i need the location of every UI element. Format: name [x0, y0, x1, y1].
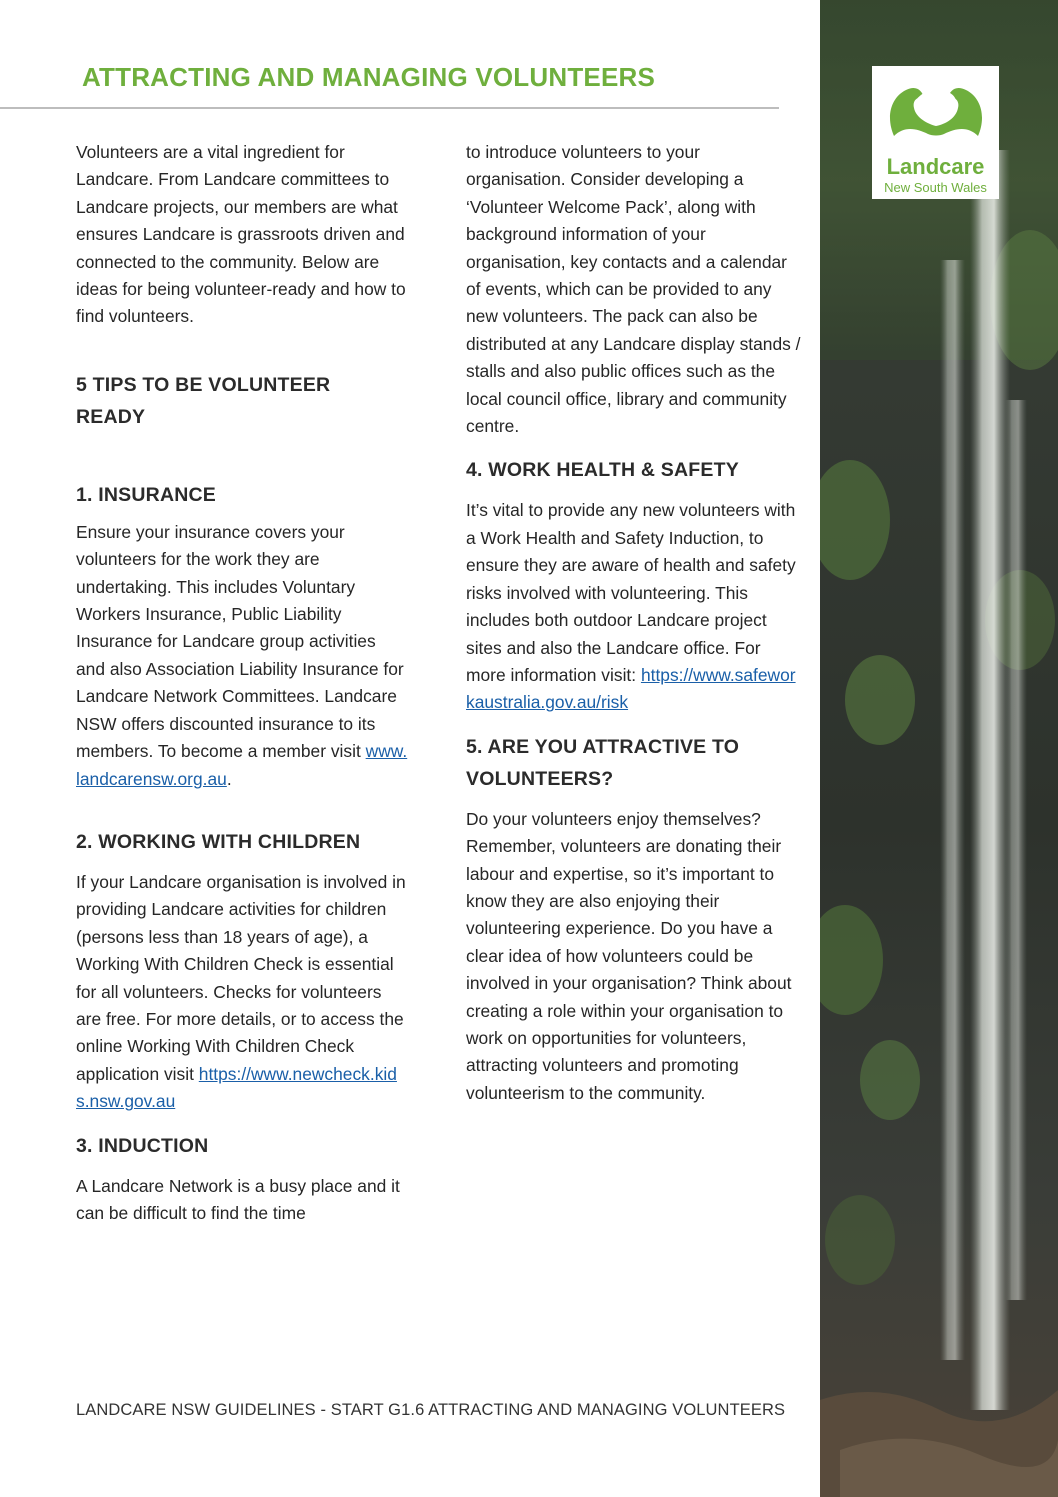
right-column — [466, 139, 802, 1107]
induction-heading: 3. INDUCTION — [76, 1134, 209, 1157]
whs-paragraph — [466, 497, 802, 716]
insurance-heading: 1. INSURANCE — [76, 483, 217, 506]
safework-link[interactable]: https://www.safeworkaustralia.gov.au/risk — [466, 664, 796, 713]
hands-australia-icon — [872, 66, 999, 156]
children-heading: 2. WORKING WITH CHILDREN — [76, 830, 361, 853]
attractive-paragraph: Do your volunteers enjoy themselves? Remember, volunteers are donating their labour and expertise, so it’s important to know they are also enjoying their volunteering experience. Do you have a clear idea of how volunteers could be involved in your organisation? Think about creating a role within your organisation to work on opportunities for volunteers, attracting volunteers and promoting volunteerism to the community. — [466, 808, 792, 1103]
induction-paragraph-start: A Landcare Network is a busy place and it can be difficult to find the time — [76, 1175, 400, 1223]
intro-paragraph: Volunteers are a vital ingredient for Landcare. From Landcare committees to Landcare projects, our members are what ensures Landcare is grassroots driven and connected to the community. Below are ideas for being volunteer-ready and how to find volunteers. — [76, 142, 406, 327]
insurance-period: . — [226, 768, 232, 789]
induction-paragraph-continued: to introduce volunteers to your organisation. Consider developing a ‘Volunteer Welcome Pack’, along with background information of your organisation, key contacts and a calendar of events, which can be provided to any new volunteers. The pack can also be distributed at any Landcare display stands / stalls and also public offices such as the local council office, library and community centre. — [466, 142, 801, 437]
attractive-heading: 5. ARE YOU ATTRACTIVE TO VOLUNTEERS? — [466, 735, 740, 790]
page-footer: LANDCARE NSW GUIDELINES - START G1.6 ATTRACTING AND MANAGING VOLUNTEERS — [76, 1401, 786, 1419]
tips-heading: 5 TIPS TO BE VOLUNTEER READY — [76, 373, 331, 428]
page-title: ATTRACTING AND MANAGING VOLUNTEERS — [82, 62, 655, 92]
logo-subtitle: New South Wales — [884, 180, 987, 195]
children-text: If your Landcare organisation is involved in providing Landcare activities for children (persons less than 18 years of age), a Working With Children Check is essential for all volunteers. Checks for volunteers are free. For more details, or to access the online Working With Children Check application visit — [76, 871, 406, 1084]
insurance-paragraph — [76, 519, 408, 793]
whs-text: It’s vital to provide any new volunteers with a Work Health and Safety Induction, to ensure they are aware of health and safety risks involved with volunteering. This includes both outdoor Landcare project sites and also the Landcare office. For more information visit: — [466, 500, 796, 685]
title-divider — [0, 107, 779, 109]
landcare-logo — [872, 66, 999, 199]
newcheck-link[interactable]: https://www.newcheck.kids.nsw.gov.au — [76, 1063, 397, 1112]
landcare-nsw-link[interactable]: www.landcarensw.org.au — [76, 741, 408, 789]
insurance-text: Ensure your insurance covers your volunteers for the work they are undertaking. This includes Voluntary Workers Insurance, Public Liability Insurance for Landcare group activities and also Association Liability Insurance for Landcare Network Committees. Landcare NSW offers discounted insurance to its members. To become a member visit — [76, 521, 404, 762]
waterfall-illustration — [820, 0, 1058, 1497]
left-column — [76, 139, 408, 1227]
whs-heading: 4. WORK HEALTH & SAFETY — [466, 459, 739, 482]
children-paragraph — [76, 869, 408, 1116]
logo-name: Landcare — [886, 154, 985, 179]
waterfall-photo — [820, 0, 1058, 1497]
